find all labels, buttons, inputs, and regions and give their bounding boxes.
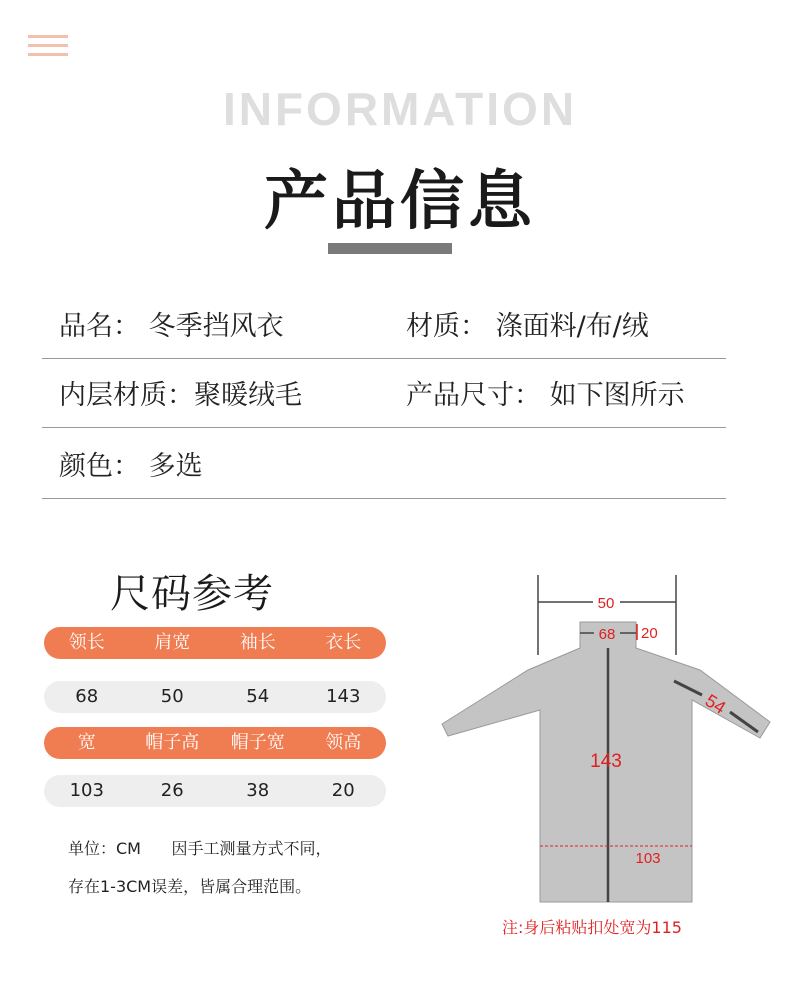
info-row-name [42, 288, 726, 359]
info-lining: 内层材质：聚暖绒毛 [59, 380, 302, 411]
size-note-line-2: 存在1-3CM误差，皆属合理范围。 [68, 877, 312, 896]
size-header-cell: 肩宽 [154, 632, 191, 653]
size-header-cell: 袖长 [239, 632, 276, 653]
chest-label: 103 [635, 850, 661, 867]
width-label: 50 [597, 595, 615, 612]
page-title: 产品信息 [264, 165, 536, 239]
size-chart-title: 尺码参考 [110, 571, 274, 617]
length-label: 143 [590, 751, 622, 772]
size-note-line-1: 单位：CM 因手工测量方式不同， [68, 839, 332, 858]
info-material: 材质： 涤面料/布/绒 [406, 311, 649, 342]
size-header-row-2 [44, 727, 386, 759]
coat-diagram [430, 560, 780, 910]
size-header-cell: 领长 [68, 632, 105, 653]
sleeve-label: 54 [701, 690, 730, 718]
menu-icon[interactable] [28, 35, 68, 59]
size-value-cell: 20 [331, 780, 355, 801]
info-color: 颜色： 多选 [59, 451, 203, 482]
info-size: 产品尺寸： 如下图所示 [406, 380, 685, 411]
info-row-lining [42, 357, 726, 428]
size-header-cell: 帽子高 [145, 732, 200, 753]
size-value-row-2 [44, 775, 386, 807]
size-header-cell: 帽子宽 [230, 732, 285, 753]
size-value-cell: 50 [160, 686, 184, 707]
size-value-row-1 [44, 681, 386, 713]
info-product-name: 品名： 冬季挡风衣 [59, 311, 284, 342]
size-header-row-1 [44, 627, 386, 659]
heading-underline [328, 243, 452, 254]
size-value-cell: 143 [326, 686, 361, 707]
collar-height-label: 20 [641, 625, 658, 642]
size-header-cell: 领高 [325, 732, 362, 753]
size-value-cell: 103 [69, 780, 104, 801]
collar-label: 68 [598, 626, 616, 643]
size-value-cell: 54 [246, 686, 270, 707]
size-value-cell: 38 [246, 780, 270, 801]
diagram-note: 注:身后粘贴扣处宽为115 [502, 918, 682, 937]
size-header-cell: 衣长 [325, 632, 362, 653]
heading-english: INFORMATION [222, 83, 578, 135]
size-value-cell: 68 [75, 686, 99, 707]
size-value-cell: 26 [160, 780, 184, 801]
info-row-color [42, 428, 726, 499]
size-header-cell: 宽 [77, 732, 96, 753]
